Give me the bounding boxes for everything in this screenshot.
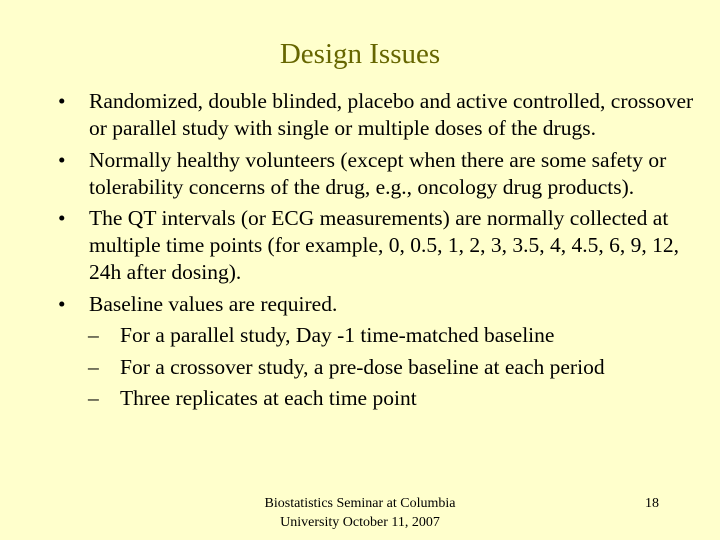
bullet-text: Normally healthy volunteers (except when there are some safety or tolerability concerns of the drug, e.g., oncology drug products). — [89, 147, 667, 199]
slide-title: Design Issues — [279, 38, 441, 70]
footer-line-2: University October 11, 2007 — [280, 515, 440, 530]
bullet-symbol: • — [58, 89, 66, 113]
page-number: 18 — [645, 496, 659, 511]
bullet-symbol: • — [58, 147, 66, 172]
bullet-item — [58, 88, 698, 142]
dash-symbol: – — [88, 354, 99, 379]
bullet-text: The QT intervals (or ECG measurements) are normally collected at multiple time points (for example, 0, 0.5, 1, 2, 3, 3.5, 4, 4.5, 6, 9, 12, 24h after dosing). — [89, 206, 679, 284]
slide-body — [58, 88, 698, 417]
bullet-symbol: • — [58, 206, 66, 230]
bullet-item — [58, 205, 698, 286]
bullet-item — [58, 291, 698, 318]
bullet-text: Baseline values are required. — [89, 291, 338, 316]
slide-footer — [240, 494, 480, 532]
footer-line-1: Biostatistics Seminar at Columbia — [264, 496, 456, 511]
bullet-symbol: • — [58, 291, 66, 316]
dash-symbol: – — [88, 323, 99, 347]
sub-bullet-text: For a parallel study, Day -1 time-matched baseline — [120, 323, 555, 347]
sub-bullet-item — [58, 385, 698, 412]
sub-bullet-text: Three replicates at each time point — [120, 386, 417, 410]
sub-bullet-text: For a crossover study, a pre-dose baseline at each period — [120, 354, 605, 379]
sub-bullet-item — [58, 322, 698, 349]
sub-bullet-item — [58, 354, 698, 381]
dash-symbol: – — [88, 386, 99, 410]
bullet-item — [58, 147, 698, 201]
bullet-text: Randomized, double blinded, placebo and active controlled, crossover or parallel study with single or multiple doses of the drugs. — [89, 89, 694, 140]
